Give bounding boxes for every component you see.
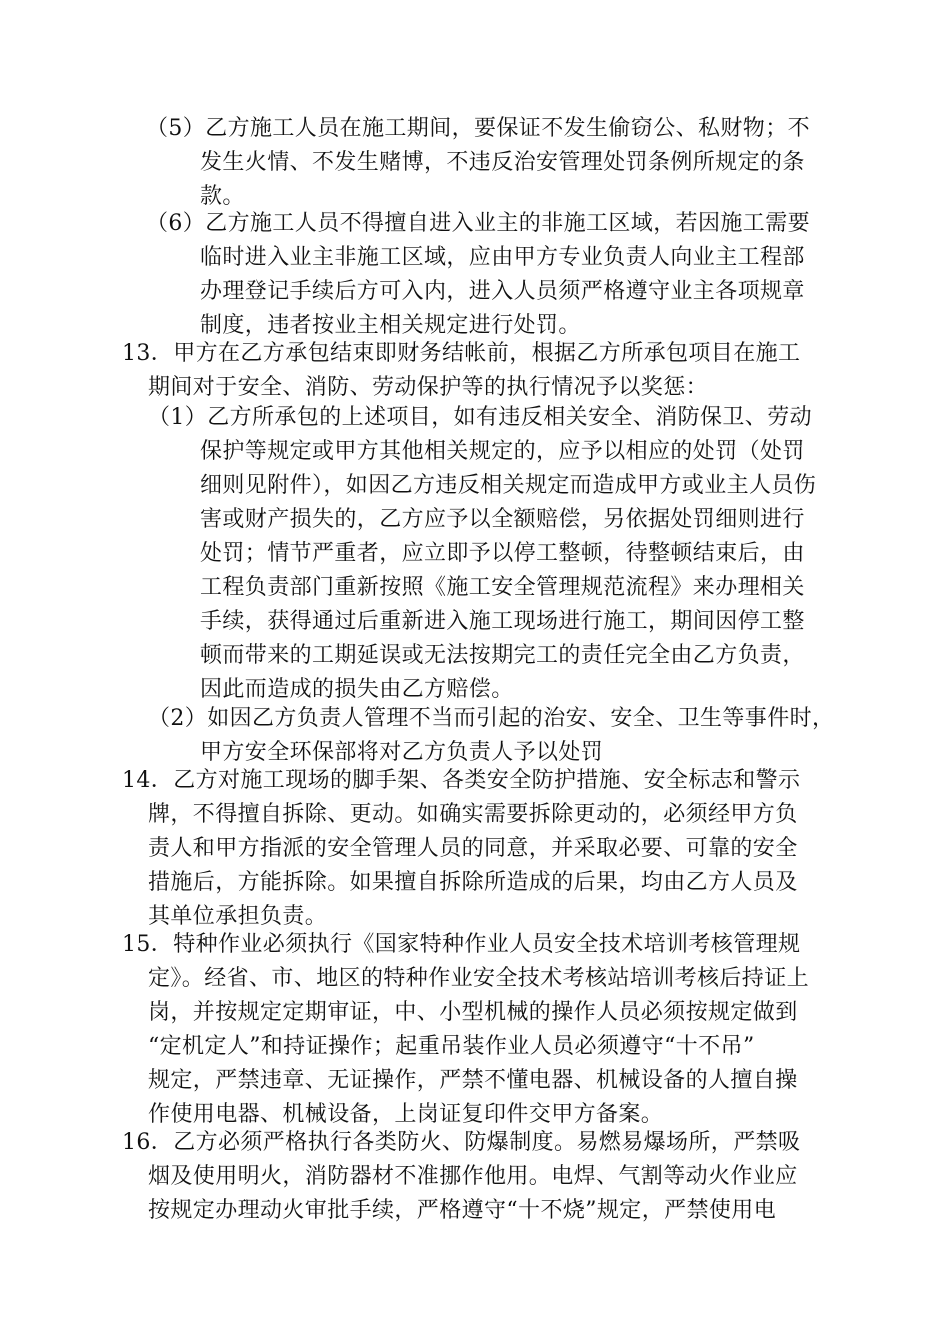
text-line: 顿而带来的工期延误或无法按期完工的责任完全由乙方负责， [200, 643, 805, 668]
text-line: “定机定人”和持证操作；起重吊装作业人员必须遵守“十不吊” [148, 1034, 755, 1059]
text-line: 定》。经省、市、地区的特种作业安全技术考核站培训考核后持证上 [148, 966, 810, 991]
text-line: 牌，不得擅自拆除、更动。如确实需要拆除更动的，必须经甲方负 [148, 802, 798, 827]
text-line: 制度，违者按业主相关规定进行处罚。 [200, 313, 581, 338]
text-line: 按规定办理动火审批手续，严格遵守“十不烧”规定，严禁使用电 [148, 1198, 777, 1223]
text-line: 14．乙方对施工现场的脚手架、各类安全防护措施、安全标志和警示 [122, 768, 801, 793]
text-line: 规定，严禁违章、无证操作，严禁不懂电器、机械设备的人擅自操 [148, 1068, 798, 1093]
text-line: （6）乙方施工人员不得擅自进入业主的非施工区域，若因施工需要 [146, 211, 810, 236]
text-line: 13．甲方在乙方承包结束即财务结帐前，根据乙方所承包项目在施工 [122, 341, 801, 366]
text-line: 责人和甲方指派的安全管理人员的同意，并采取必要、可靠的安全 [148, 836, 798, 861]
text-line: （2）如因乙方负责人管理不当而引起的治安、安全、卫生等事件时， [148, 706, 835, 731]
text-line: 甲方安全环保部将对乙方负责人予以处罚 [200, 740, 604, 765]
text-line: （5）乙方施工人员在施工期间，要保证不发生偷窃公、私财物；不 [146, 116, 810, 141]
text-line: 措施后，方能拆除。如果擅自拆除所造成的后果，均由乙方人员及 [148, 870, 798, 895]
text-line: 其单位承担负责。 [148, 904, 328, 929]
text-line: 办理登记手续后方可入内，进入人员须严格遵守业主各项规章 [200, 279, 805, 304]
text-line: 临时进入业主非施工区域，应由甲方专业负责人向业主工程部 [200, 245, 805, 270]
text-line: 工程负责部门重新按照《施工安全管理规范流程》来办理相关 [200, 575, 805, 600]
text-line: 岗，并按规定定期审证，中、小型机械的操作人员必须按规定做到 [148, 1000, 798, 1025]
text-line: 期间对于安全、消防、劳动保护等的执行情况予以奖惩： [148, 375, 709, 400]
text-line: 款。 [200, 184, 245, 209]
text-line: 烟及使用明火，消防器材不准挪作他用。电焊、气割等动火作业应 [148, 1164, 798, 1189]
text-line: 手续，获得通过后重新进入施工现场进行施工，期间因停工整 [200, 609, 805, 634]
text-line: 因此而造成的损失由乙方赔偿。 [200, 677, 514, 702]
text-line: 害或财产损失的，乙方应予以全额赔偿，另依据处罚细则进行 [200, 507, 805, 532]
text-line: 处罚；情节严重者，应立即予以停工整顿，待整顿结束后，由 [200, 541, 805, 566]
text-line: 作使用电器、机械设备，上岗证复印件交甲方备案。 [148, 1102, 664, 1127]
text-line: 16．乙方必须严格执行各类防火、防爆制度。易燃易爆场所，严禁吸 [122, 1130, 801, 1155]
text-line: 发生火情、不发生赌博，不违反治安管理处罚条例所规定的条 [200, 150, 805, 175]
text-line: 细则见附件），如因乙方违反相关规定而造成甲方或业主人员伤 [200, 473, 817, 498]
text-line: （1）乙方所承包的上述项目，如有违反相关安全、消防保卫、劳动 [148, 405, 812, 430]
text-line: 保护等规定或甲方其他相关规定的，应予以相应的处罚（处罚 [200, 439, 805, 464]
text-line: 15．特种作业必须执行《国家特种作业人员安全技术培训考核管理规 [122, 932, 801, 957]
